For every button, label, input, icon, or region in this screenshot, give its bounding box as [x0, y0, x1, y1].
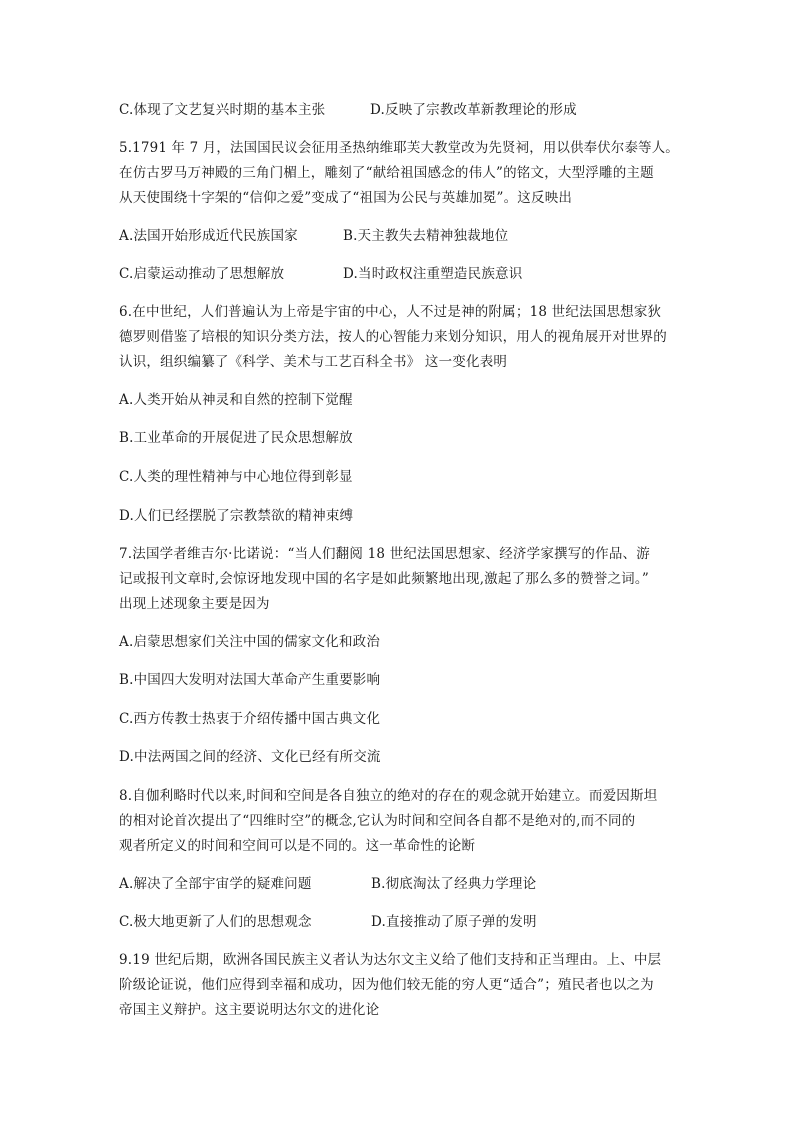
- q5-option-d: D.当时政权注重塑造民族意识: [343, 266, 523, 282]
- q7-option-c: C.西方传教士热衷于介绍传播中国古典文化: [119, 711, 381, 727]
- q6-stem-line-3: 认识，组织编纂了《科学、美术与工艺百科全书》 这一变化表明: [119, 354, 508, 370]
- q6-option-a: A.人类开始从神灵和自然的控制下觉醒: [119, 392, 353, 408]
- q8-option-a: A.解决了全部宇宙学的疑难问题: [119, 876, 312, 892]
- q6-stem-line-1: 6.在中世纪，人们普遍认为上帝是宇宙的中心，人不过是神的附属；18 世纪法国思想家狄: [119, 304, 662, 320]
- q7-stem-line-2: 记或报刊文章时,会惊讶地发现中国的名字是如此频繁地出现,激起了那么多的赞誉之词。”: [119, 571, 649, 587]
- q8-option-c: C.极大地更新了人们的思想观念: [119, 914, 312, 930]
- q8-option-b: B.彻底淘汰了经典力学理论: [371, 876, 537, 892]
- q6-stem-line-2: 德罗则借鉴了培根的知识分类方法，按人的心智能力来划分知识，用人的视角展开对世界的: [119, 329, 667, 345]
- q5-option-b: B.天主教失去精神独裁地位: [343, 228, 509, 244]
- q6-option-d: D.人们已经摆脱了宗教禁欲的精神束缚: [119, 508, 354, 524]
- q5-stem-line-1: 5.1791 年 7 月，法国国民议会征用圣热纳维耶芙大教堂改为先贤祠，用以供奉伏尔泰等人。: [119, 140, 679, 156]
- q7-stem-line-3: 出现上述现象主要是因为: [119, 596, 270, 612]
- q4-option-d: D.反映了宗教改革新教理论的形成: [370, 102, 577, 118]
- q8-option-d: D.直接推动了原子弹的发明: [371, 914, 537, 930]
- q8-stem-line-3: 观者所定义的时间和空间可以是不同的。这一革命性的论断: [119, 838, 476, 854]
- q5-stem-line-3: 从天使围绕十字架的“信仰之爱”变成了“祖国为公民与英雄加冕”。这反映出: [119, 190, 573, 206]
- q7-option-d: D.中法两国之间的经济、文化已经有所交流: [119, 749, 381, 765]
- q9-stem-line-3: 帝国主义辩护。这主要说明达尔文的进化论: [119, 1002, 380, 1018]
- q6-option-c: C.人类的理性精神与中心地位得到彰显: [119, 469, 353, 485]
- q4-option-c: C.体现了文艺复兴时期的基本主张: [119, 102, 326, 118]
- q5-option-c: C.启蒙运动推动了思想解放: [119, 266, 285, 282]
- q6-option-b: B.工业革命的开展促进了民众思想解放: [119, 430, 353, 446]
- q5-option-a: A.法国开始形成近代民族国家: [119, 228, 298, 244]
- q5-stem-line-2: 在仿古罗马万神殿的三角门楣上，雕刻了“献给祖国感念的伟人”的铭文，大型浮雕的主题: [119, 165, 654, 181]
- q7-option-b: B.中国四大发明对法国大革命产生重要影响: [119, 672, 381, 688]
- q8-stem-line-2: 的相对论首次提出了“四维时空”的概念,它认为时间和空间各自都不是绝对的,而不同的: [119, 813, 636, 829]
- q8-stem-line-1: 8.自伽利略时代以来,时间和空间是各自独立的绝对的存在的观念就开始建立。而爱因斯坦: [119, 788, 658, 804]
- q7-stem-line-1: 7.法国学者维吉尔·比诺说：“当人们翻阅 18 世纪法国思想家、经济学家撰写的作品、游: [119, 546, 650, 562]
- q9-stem-line-2: 阶级论证说，他们应得到幸福和成功，因为他们较无能的穷人更“适合”；殖民者也以之为: [119, 977, 654, 993]
- q7-option-a: A.启蒙思想家们关注中国的儒家文化和政治: [119, 634, 381, 650]
- q9-stem-line-1: 9.19 世纪后期，欧洲各国民族主义者认为达尔文主义给了他们支持和正当理由。上、中层: [119, 952, 662, 968]
